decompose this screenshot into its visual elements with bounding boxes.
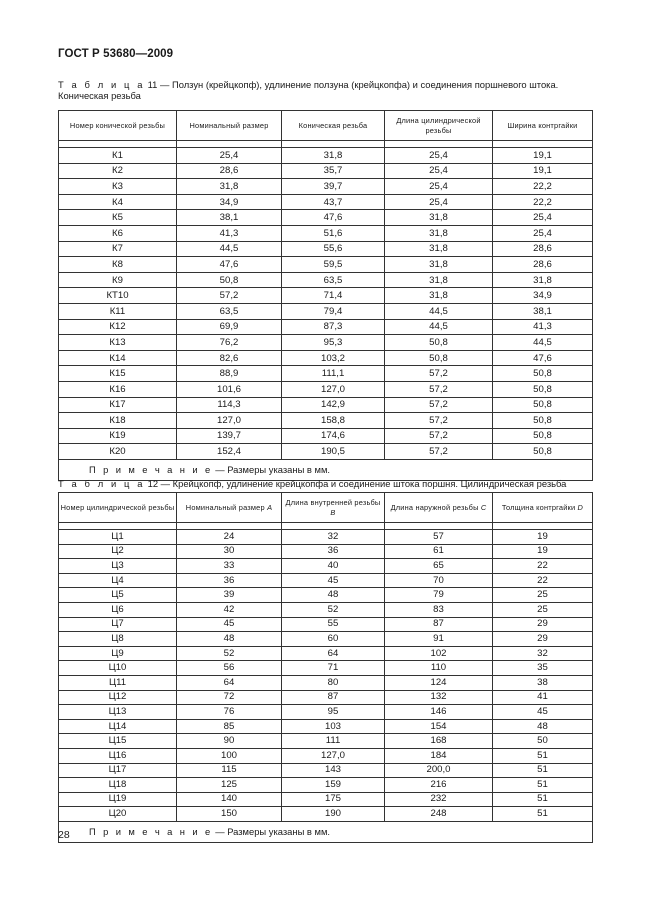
table-cell: К15 [59,366,177,382]
table-cell: 142,9 [282,397,385,413]
table-cell: Ц2 [59,544,177,559]
table-cell: 82,6 [177,350,282,366]
table-cell: 115 [177,763,282,778]
table-cell: 51 [493,792,593,807]
column-header: Номинальный размер [177,111,282,141]
table-12-caption-label: Т а б л и ц а [58,478,146,489]
table-cell: К4 [59,194,177,210]
column-header [59,493,177,523]
table-cell: 31,8 [385,272,493,288]
note-text: — Размеры указаны в мм. [212,464,330,476]
table-cell: 57,2 [385,366,493,382]
table-cell: 50,8 [493,366,593,382]
table-cell: 24 [177,530,282,545]
table-cell: 45 [177,617,282,632]
table-cell: 127,0 [282,748,385,763]
table-cell: 72 [177,690,282,705]
table-11-caption-number: 11 [147,79,158,90]
table-cell: К9 [59,272,177,288]
table-cell: 95,3 [282,335,385,351]
table-row [59,335,593,351]
table-row [59,366,593,382]
table-cell: 43,7 [282,194,385,210]
table-11-caption-text: — Ползун (крейцкопф), удлинение ползуна (крейцкопфа) и соединения поршневого штока. Коническая резьба [58,79,559,101]
table-cell: 87 [385,617,493,632]
table-cell: 59,5 [282,257,385,273]
table-11 [58,110,593,481]
table-cell: 35,7 [282,163,385,179]
table-cell: 88,9 [177,366,282,382]
table-cell: Ц17 [59,763,177,778]
table-cell: 190 [282,807,385,822]
table-cell: 31,8 [385,241,493,257]
table-cell: 38,1 [493,303,593,319]
document-id: ГОСТ Р 53680—2009 [58,48,174,60]
table-cell: 28,6 [493,241,593,257]
table-cell: Ц4 [59,573,177,588]
table-cell: 25,4 [385,163,493,179]
table-cell: 50,8 [493,381,593,397]
column-header-symbol: C [480,502,487,512]
table-cell: 48 [177,632,282,647]
table-cell: 32 [493,646,593,661]
table-cell: 101,6 [177,381,282,397]
table-cell: 47,6 [493,350,593,366]
table-cell: 127,0 [177,413,282,429]
table-cell: 42 [177,602,282,617]
table-cell: 69,9 [177,319,282,335]
table-cell: 55,6 [282,241,385,257]
table-cell: К6 [59,225,177,241]
table-cell: 51,6 [282,225,385,241]
table-cell: 91 [385,632,493,647]
table-12 [58,492,593,843]
table-cell: К17 [59,397,177,413]
table-cell: 111 [282,734,385,749]
table-row [59,179,593,195]
table-cell: К7 [59,241,177,257]
table-row [59,559,593,574]
column-header [385,493,493,523]
table-cell: 63,5 [282,272,385,288]
table-cell: 29 [493,632,593,647]
table-row [59,763,593,778]
table-cell: Ц12 [59,690,177,705]
table-cell: К20 [59,444,177,460]
note-label: П р и м е ч а н и е [89,826,213,838]
table-cell: 57,2 [385,413,493,429]
table-cell: 64 [282,646,385,661]
table-cell: 31,8 [385,225,493,241]
table-row [59,163,593,179]
table-cell: 22 [493,559,593,574]
table-cell: 25,4 [385,148,493,164]
table-row [59,705,593,720]
table-cell: 50,8 [493,428,593,444]
column-header [493,493,593,523]
table-cell: 25 [493,602,593,617]
table-row [59,225,593,241]
table-12-note-row [59,821,593,842]
page-number: 28 [58,829,70,841]
table-cell: Ц19 [59,792,177,807]
table-11-caption [58,79,592,101]
table-cell: 79 [385,588,493,603]
table-cell: 150 [177,807,282,822]
table-cell: 52 [177,646,282,661]
table-row [59,397,593,413]
table-cell: 25,4 [385,194,493,210]
table-cell: К12 [59,319,177,335]
column-header: Ширина контргайки [493,111,593,141]
column-header: Длина цилиндрической резьбы [385,111,493,141]
table-cell: 39,7 [282,179,385,195]
table-row [59,734,593,749]
table-cell: 175 [282,792,385,807]
table-cell: 34,9 [177,194,282,210]
table-cell: 31,8 [385,210,493,226]
table-cell: 34,9 [493,288,593,304]
table-cell: 32 [282,530,385,545]
table-cell: 31,8 [282,148,385,164]
table-cell: Ц9 [59,646,177,661]
table-cell: 25,4 [385,179,493,195]
table-cell: 154 [385,719,493,734]
table-cell: 31,8 [385,288,493,304]
table-cell: К1 [59,148,177,164]
table-cell: Ц16 [59,748,177,763]
table-cell: 80 [282,675,385,690]
table-cell: 22 [493,573,593,588]
table-cell: 216 [385,778,493,793]
table-cell: 50 [493,734,593,749]
table-11-body [59,148,593,460]
table-row [59,350,593,366]
table-cell: 28,6 [493,257,593,273]
table-row [59,272,593,288]
table-cell: 25,4 [177,148,282,164]
table-cell: 248 [385,807,493,822]
table-cell: Ц5 [59,588,177,603]
table-cell: 146 [385,705,493,720]
table-row [59,661,593,676]
table-cell: 50,8 [177,272,282,288]
table-cell: 184 [385,748,493,763]
table-row [59,719,593,734]
table-cell: 51 [493,763,593,778]
table-row [59,319,593,335]
table-cell: 47,6 [177,257,282,273]
table-cell: 51 [493,807,593,822]
table-cell: 50,8 [493,397,593,413]
table-cell: 60 [282,632,385,647]
table-cell: К3 [59,179,177,195]
table-cell: 31,8 [177,179,282,195]
table-cell: 61 [385,544,493,559]
table-row [59,444,593,460]
table-cell: К13 [59,335,177,351]
table-cell: 57 [385,530,493,545]
table-cell: 127,0 [282,381,385,397]
note-text: — Размеры указаны в мм. [212,826,330,838]
table-cell: 41,3 [177,225,282,241]
table-cell: 35 [493,661,593,676]
table-row [59,778,593,793]
table-row [59,646,593,661]
table-row [59,303,593,319]
table-row [59,807,593,822]
table-cell: 50,8 [385,335,493,351]
table-cell: К8 [59,257,177,273]
table-cell: 64 [177,675,282,690]
column-header-text: Длина наружной резьбы [390,502,481,512]
table-cell: Ц10 [59,661,177,676]
table-row [59,381,593,397]
table-cell: КТ10 [59,288,177,304]
table-row [59,573,593,588]
table-cell: 102 [385,646,493,661]
table-cell: 95 [282,705,385,720]
table-cell: 76 [177,705,282,720]
table-cell: 63,5 [177,303,282,319]
table-cell: Ц1 [59,530,177,545]
table-cell: 22,2 [493,179,593,195]
table-cell: К16 [59,381,177,397]
table-cell: Ц3 [59,559,177,574]
table-cell: 76,2 [177,335,282,351]
table-cell: 143 [282,763,385,778]
table-row [59,588,593,603]
table-cell: 158,8 [282,413,385,429]
table-cell: 44,5 [385,303,493,319]
table-cell: 19 [493,530,593,545]
table-cell: 71,4 [282,288,385,304]
table-11-header-row [59,111,593,141]
table-cell: 29 [493,617,593,632]
column-header-symbol: D [577,502,584,512]
table-row [59,617,593,632]
spacer-row [59,523,593,530]
table-row [59,148,593,164]
table-row [59,288,593,304]
table-cell: 57,2 [177,288,282,304]
table-cell: 55 [282,617,385,632]
table-cell: 57,2 [385,397,493,413]
table-cell: 87,3 [282,319,385,335]
table-cell: 56 [177,661,282,676]
table-cell: К5 [59,210,177,226]
table-row [59,632,593,647]
note-label: П р и м е ч а н и е [89,464,213,476]
table-cell: 87 [282,690,385,705]
table-11-caption-label: Т а б л и ц а [58,79,146,90]
table-cell: 85 [177,719,282,734]
table-cell: 83 [385,602,493,617]
table-cell: 174,6 [282,428,385,444]
table-cell: 50,8 [493,413,593,429]
table-cell: 57,2 [385,381,493,397]
table-cell: 51 [493,748,593,763]
table-cell: 232 [385,792,493,807]
table-row [59,413,593,429]
table-row [59,530,593,545]
table-cell: 103,2 [282,350,385,366]
table-cell: 51 [493,778,593,793]
table-row [59,257,593,273]
table-cell: 31,8 [493,272,593,288]
table-cell: 200,0 [385,763,493,778]
table-cell: 33 [177,559,282,574]
table-cell: 19,1 [493,148,593,164]
column-header [177,493,282,523]
table-cell: 90 [177,734,282,749]
table-cell: 65 [385,559,493,574]
table-row [59,428,593,444]
table-cell: 41,3 [493,319,593,335]
spacer-row [59,141,593,148]
column-header-symbol: B [330,507,336,517]
table-12-header-row [59,493,593,523]
table-cell: 25,4 [493,225,593,241]
table-cell: Ц6 [59,602,177,617]
table-cell: 110 [385,661,493,676]
table-cell: 22,2 [493,194,593,210]
table-cell: 57,2 [385,428,493,444]
column-header-text: Номинальный размер [185,502,268,512]
table-cell: Ц7 [59,617,177,632]
table-cell: 36 [177,573,282,588]
table-cell: К2 [59,163,177,179]
table-cell: Ц18 [59,778,177,793]
table-cell: 41 [493,690,593,705]
table-cell: 48 [493,719,593,734]
table-cell: 25 [493,588,593,603]
table-cell: 100 [177,748,282,763]
table-cell: 140 [177,792,282,807]
table-cell: Ц20 [59,807,177,822]
table-cell: К11 [59,303,177,319]
table-cell: 52 [282,602,385,617]
column-header-text: Длина внутренней резьбы [285,497,381,507]
table-row [59,675,593,690]
table-cell: Ц15 [59,734,177,749]
table-cell: Ц14 [59,719,177,734]
table-row [59,241,593,257]
table-cell: 45 [493,705,593,720]
table-cell: 47,6 [282,210,385,226]
column-header: Номер конической резьбы [59,111,177,141]
table-cell: 38,1 [177,210,282,226]
table-cell: 132 [385,690,493,705]
table-row [59,690,593,705]
table-cell: 190,5 [282,444,385,460]
column-header-text: Номер цилиндрической резьбы [60,502,175,512]
table-cell: 38 [493,675,593,690]
table-cell: К19 [59,428,177,444]
table-cell: 25,4 [493,210,593,226]
table-cell: 111,1 [282,366,385,382]
table-cell: 44,5 [177,241,282,257]
table-cell: Ц11 [59,675,177,690]
table-cell: 168 [385,734,493,749]
table-12-caption-number: 12 [147,478,159,489]
table-cell: 40 [282,559,385,574]
table-cell: 152,4 [177,444,282,460]
column-header: Коническая резьба [282,111,385,141]
table-row [59,544,593,559]
table-cell: 39 [177,588,282,603]
table-12-body [59,530,593,822]
table-cell: 19 [493,544,593,559]
table-cell: К14 [59,350,177,366]
table-cell: 28,6 [177,163,282,179]
table-cell: 50,8 [493,444,593,460]
table-12-caption-text: — Крейцкопф, удлинение крейцкопфа и соединение штока поршня. Цилиндрическая резьба [158,478,567,489]
table-cell: 50,8 [385,350,493,366]
column-header [282,493,385,523]
table-cell: 57,2 [385,444,493,460]
table-cell: 79,4 [282,303,385,319]
table-cell: 139,7 [177,428,282,444]
table-row [59,210,593,226]
table-cell: 30 [177,544,282,559]
table-cell: 71 [282,661,385,676]
table-12-note [59,821,593,842]
table-cell: 44,5 [493,335,593,351]
table-cell: 159 [282,778,385,793]
table-cell: Ц8 [59,632,177,647]
table-cell: 124 [385,675,493,690]
table-cell: 36 [282,544,385,559]
table-row [59,194,593,210]
table-row [59,748,593,763]
table-cell: 125 [177,778,282,793]
table-cell: 114,3 [177,397,282,413]
table-row [59,602,593,617]
table-cell: 45 [282,573,385,588]
table-cell: Ц13 [59,705,177,720]
table-cell: 31,8 [385,257,493,273]
table-cell: К18 [59,413,177,429]
column-header-symbol: A [267,502,273,512]
table-cell: 48 [282,588,385,603]
table-cell: 103 [282,719,385,734]
column-header-text: Толщина контргайки [501,502,578,512]
table-cell: 19,1 [493,163,593,179]
table-12-caption [58,478,592,489]
table-row [59,792,593,807]
table-cell: 44,5 [385,319,493,335]
table-cell: 70 [385,573,493,588]
